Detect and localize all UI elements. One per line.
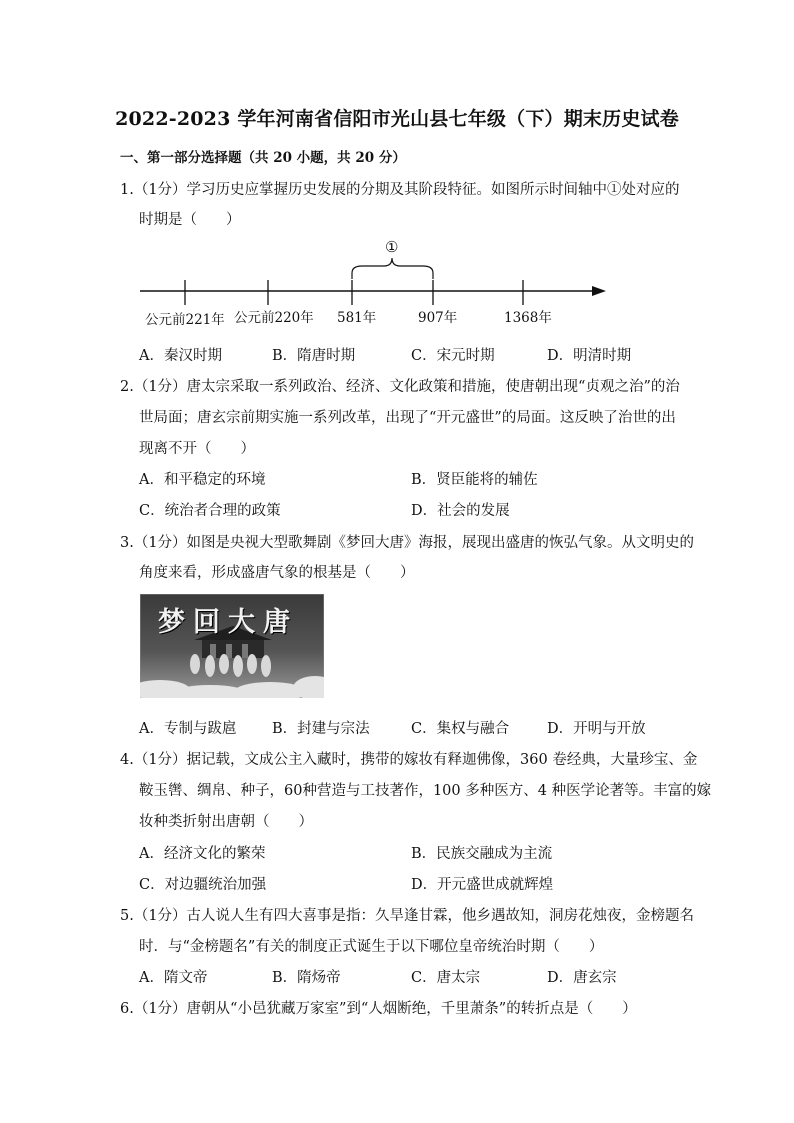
q3-line-2: 角度来看，形成盛唐气象的根基是（ ） — [139, 565, 415, 581]
timeline-arrow — [592, 286, 606, 296]
q4-option-b: B．民族交融成为主流 — [411, 846, 553, 862]
q3-option-c: C．集权与融合 — [411, 721, 510, 737]
q5-line-2: 时．与“金榜题名”有关的制度正式诞生于以下哪位皇帝统治时期（ ） — [139, 939, 604, 955]
q1-option-c: C．宋元时期 — [411, 348, 495, 364]
q5-line-1: 5.（1分）古人说人生有四大喜事是指：久旱逢甘霖，他乡遇故知，洞房花烛夜，金榜题名 — [120, 908, 695, 924]
q4-option-c: C．对边疆统治加强 — [139, 877, 267, 893]
q2-line-2: 世局面；唐玄宗前期实施一系列改革，出现了“开元盛世”的局面。这反映了治世的出 — [139, 410, 676, 426]
q6-line-1: 6.（1分）唐朝从“小邑犹藏万家室”到“人烟断绝，千里萧条”的转折点是（ ） — [120, 1001, 637, 1017]
section-heading: 一、第一部分选择题（共 20 小题，共 20 分） — [120, 150, 406, 166]
q3-option-a: A．专制与跋扈 — [139, 721, 237, 737]
timeline-brace — [352, 258, 433, 279]
q3-option-d: D．开明与开放 — [547, 721, 646, 737]
q5-option-d: D．唐玄宗 — [547, 970, 617, 986]
q4-line-3: 妆种类折射出唐朝（ ） — [139, 814, 313, 830]
q4-line-2: 鞍玉辔、绸帛、种子，60种营造与工技著作，100 多种医方、4 种医学论著等。丰富的嫁 — [139, 783, 712, 799]
q5-option-b: B．隋炀帝 — [272, 970, 341, 986]
q5-option-a: A．隋文帝 — [139, 970, 208, 986]
q5-option-c: C．唐太宗 — [411, 970, 481, 986]
q1-option-d: D．明清时期 — [547, 348, 632, 364]
q1-option-b: B．隋唐时期 — [272, 348, 356, 364]
timeline-label-5: 1368年 — [504, 310, 552, 326]
q2-line-1: 2.（1分）唐太宗采取一系列政治、经济、文化政策和措施，使唐朝出现“贞观之治”的治 — [120, 379, 680, 395]
q2-option-d: D．社会的发展 — [411, 503, 510, 519]
timeline-marker: ① — [385, 238, 399, 256]
q3-option-b: B．封建与宗法 — [272, 721, 370, 737]
q2-option-c: C．统治者合理的政策 — [139, 503, 281, 519]
q3-line-1: 3.（1分）如图是央视大型歌舞剧《梦回大唐》海报，展现出盛唐的恢弘气象。从文明史的 — [120, 535, 695, 551]
q4-option-a: A．经济文化的繁荣 — [139, 846, 266, 862]
poster-image — [140, 594, 324, 698]
exam-title: 2022-2023 学年河南省信阳市光山县七年级（下）期末历史试卷 — [115, 108, 679, 130]
q1-line-2: 时期是（ ） — [139, 212, 241, 228]
q2-option-b: B．贤臣能将的辅佐 — [411, 472, 538, 488]
q2-option-a: A．和平稳定的环境 — [139, 472, 266, 488]
q1-option-a: A．秦汉时期 — [139, 348, 222, 364]
timeline-figure — [130, 236, 620, 336]
timeline-label-1: 公元前221年 — [145, 312, 225, 328]
timeline-label-4: 907年 — [418, 310, 458, 326]
q4-line-1: 4.（1分）据记载，文成公主入藏时，携带的嫁妆有释迦佛像，360 卷经典，大量珍宝、金 — [120, 752, 698, 768]
poster-title: 梦回大唐 — [158, 607, 298, 638]
q2-line-3: 现离不开（ ） — [139, 441, 255, 457]
q4-option-d: D．开元盛世成就辉煌 — [411, 877, 554, 893]
timeline-label-3: 581年 — [337, 310, 377, 326]
timeline-label-2: 公元前220年 — [234, 310, 314, 326]
q1-line-1: 1.（1分）学习历史应掌握历史发展的分期及其阶段特征。如图所示时间轴中①处对应的 — [120, 182, 680, 198]
